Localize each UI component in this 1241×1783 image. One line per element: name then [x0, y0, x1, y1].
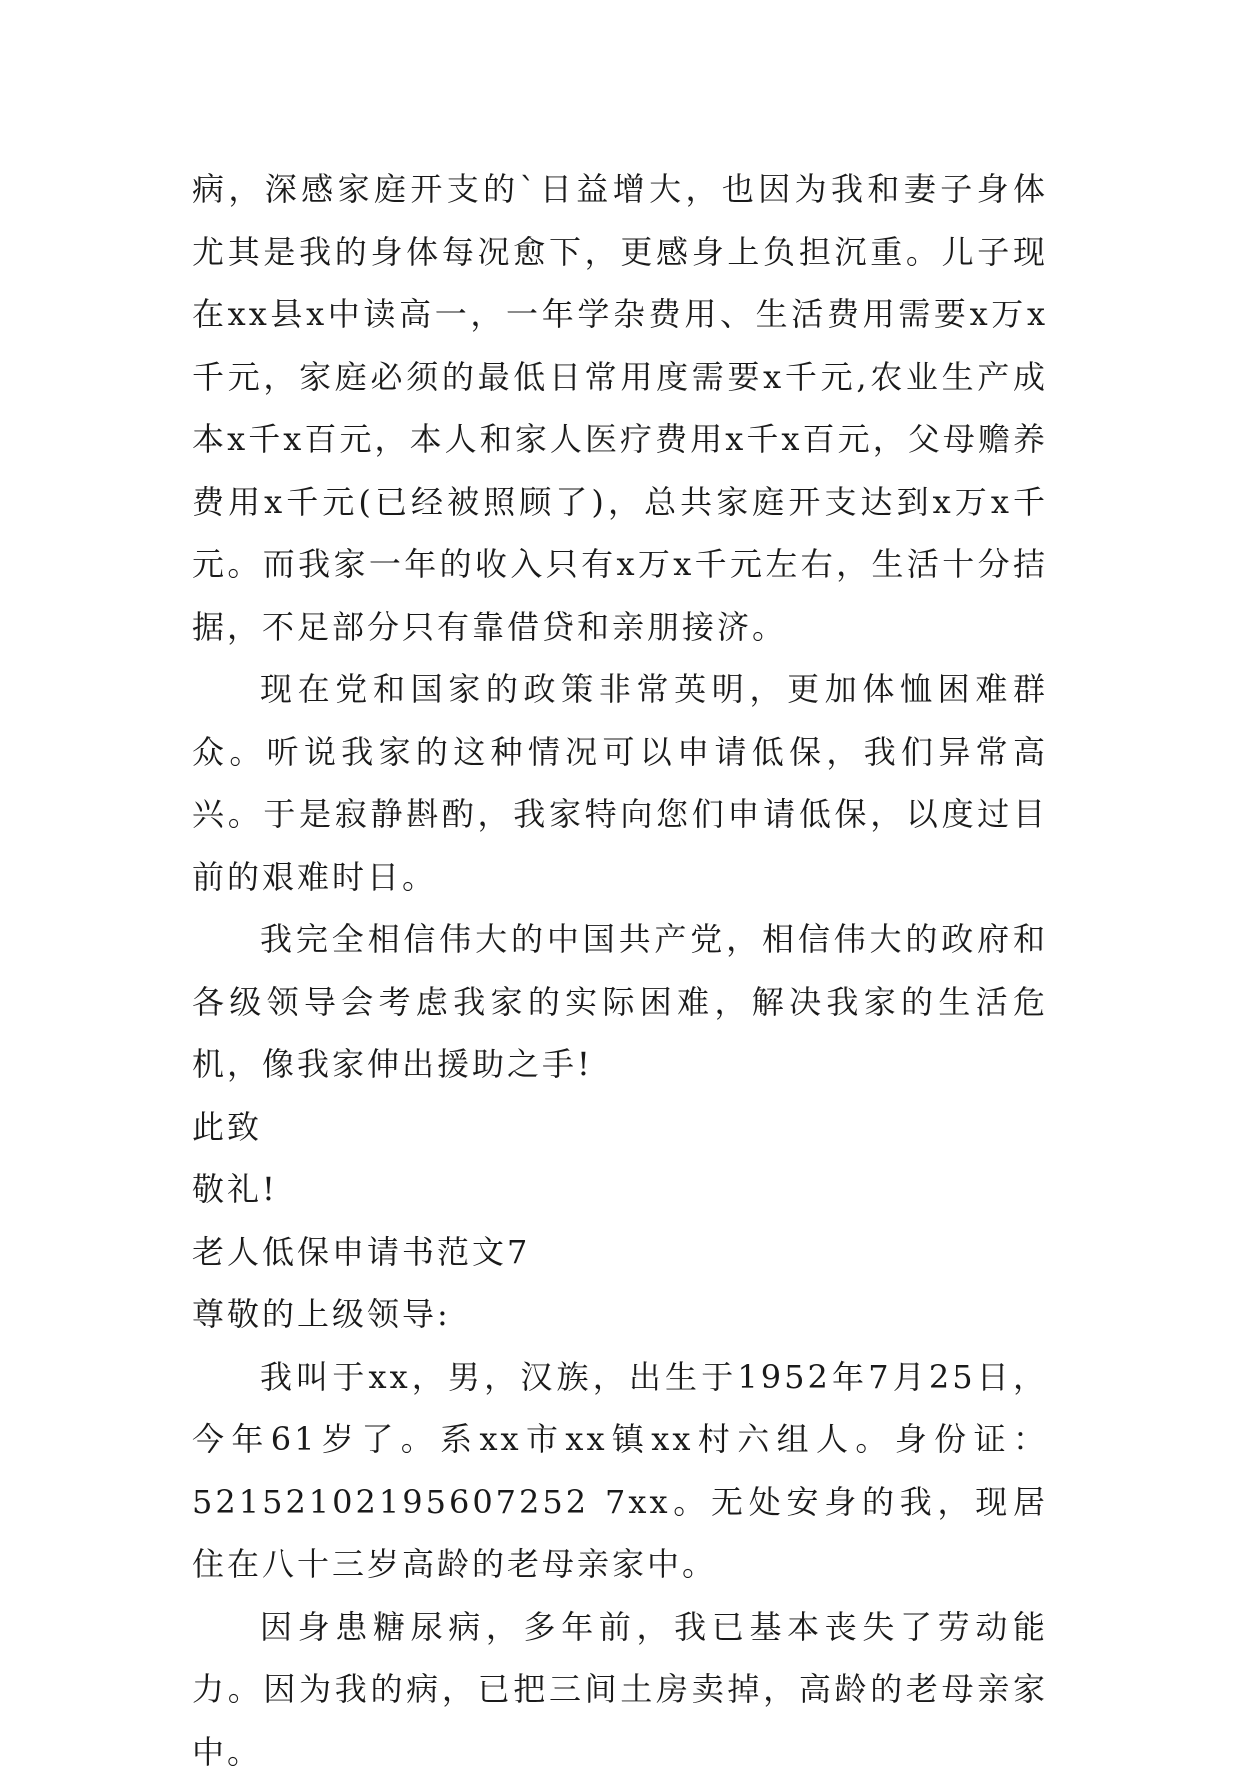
- paragraph-illness: 因身患糖尿病，多年前，我已基本丧失了劳动能力。因为我的病，已把三间土房卖掉，高龄的老母亲家中。: [192, 1596, 1048, 1783]
- paragraph-family-expenses: 病，深感家庭开支的`日益增大，也因为我和妻子身体尤其是我的身体每况愈下，更感身上负担沉重。儿子现在xx县x中读高一，一年学杂费用、生活费用需要x万x千元，家庭必须的最低日常用度需要x千元,农业生产成本x千x百元，本人和家人医疗费用x千x百元，父母赡养费用x千元(已经被照顾了)，总共家庭开支达到x万x千元。而我家一年的收入只有x万x千元左右，生活十分拮据，不足部分只有靠借贷和亲朋接济。: [192, 158, 1048, 658]
- paragraph-policy: 现在党和国家的政策非常英明，更加体恤困难群众。听说我家的这种情况可以申请低保，我们异常高兴。于是寂静斟酌，我家特向您们申请低保，以度过目前的艰难时日。: [192, 658, 1048, 908]
- greeting: 尊敬的上级领导:: [192, 1283, 1048, 1346]
- closing-regards: 敬礼!: [192, 1158, 1048, 1221]
- paragraph-trust: 我完全相信伟大的中国共产党，相信伟大的政府和各级领导会考虑我家的实际困难，解决我家的生活危机，像我家伸出援助之手!: [192, 908, 1048, 1096]
- document-body: [192, 158, 1048, 1783]
- paragraph-introduction: 我叫于xx，男，汉族，出生于1952年7月25日，今年61岁了。系xx市xx镇xx村六组人。身份证：52152102195607252 7xx。无处安身的我，现居住在八十三岁高龄的老母亲家中。: [192, 1346, 1048, 1596]
- closing-salutation: 此致: [192, 1096, 1048, 1159]
- section-title: 老人低保申请书范文7: [192, 1221, 1048, 1284]
